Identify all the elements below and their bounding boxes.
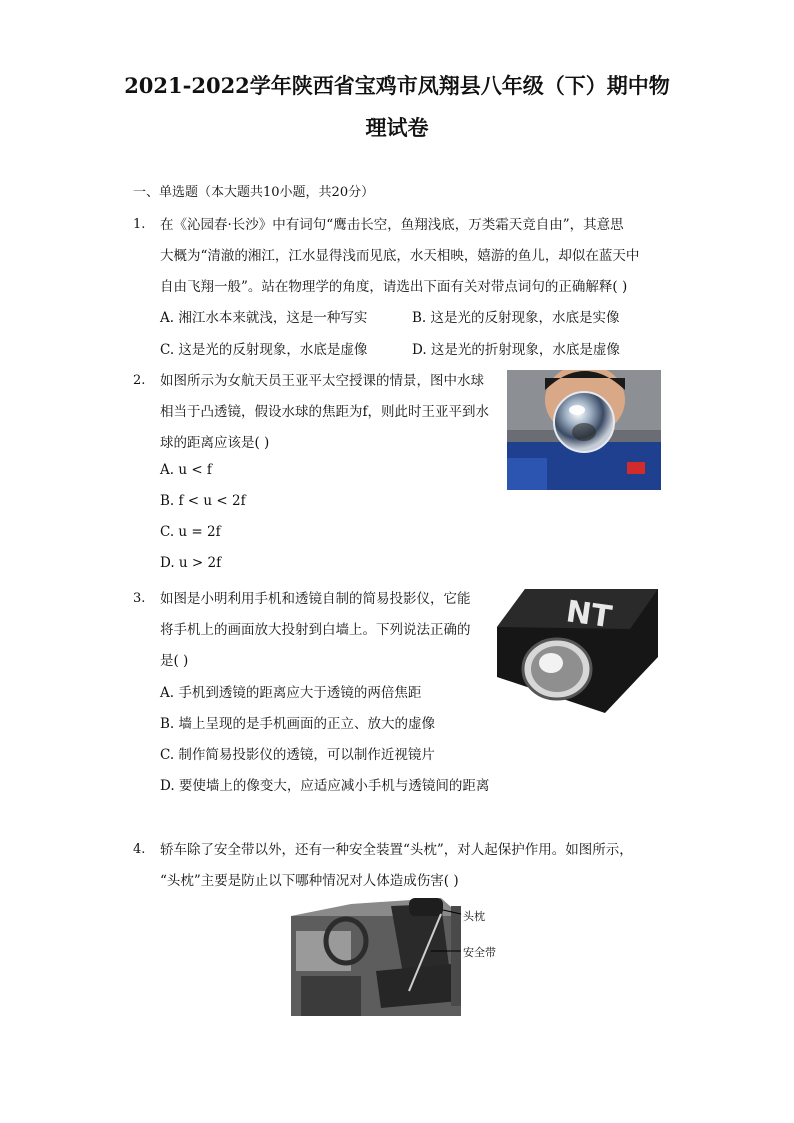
- question-text-line: 将手机上的画面放大投射到白墙上。下列说法正确的: [160, 622, 471, 638]
- option-a[interactable]: A. 手机到透镜的距离应大于透镜的两倍焦距: [160, 685, 422, 701]
- question-number: 4.: [133, 842, 146, 857]
- question-number: 2.: [133, 373, 146, 388]
- option-d[interactable]: D. u > 2f: [160, 555, 222, 571]
- page-title-line1: 2021-2022学年陕西省宝鸡市凤翔县八年级（下）期中物: [124, 73, 670, 98]
- option-b[interactable]: B. 墙上呈现的是手机画面的正立、放大的虚像: [160, 716, 436, 732]
- question-text-line: “头枕”主要是防止以下哪种情况对人体造成伤害( ): [160, 873, 459, 889]
- question-text-line: 如图所示为女航天员王亚平太空授课的情景，图中水球: [160, 373, 484, 389]
- option-d[interactable]: D. 这是光的折射现象，水底是虚像: [412, 342, 620, 358]
- question-number: 3.: [133, 591, 146, 606]
- seatbelt-label: 安全带: [463, 946, 496, 959]
- question-text-line: 轿车除了安全带以外，还有一种安全装置“头枕”，对人起保护作用。如图所示，: [160, 842, 633, 858]
- option-c[interactable]: C. 这是光的反射现象，水底是虚像: [160, 342, 368, 358]
- section-heading: 一、单选题（本大题共10小题，共20分）: [133, 185, 375, 200]
- headrest-label: 头枕: [463, 910, 485, 923]
- question-text-line: 相当于凸透镜，假设水球的焦距为f，则此时王亚平到水: [160, 404, 489, 420]
- question-text-line: 是( ): [160, 653, 189, 669]
- option-a[interactable]: A. 湘江水本来就浅，这是一种写实: [160, 310, 368, 326]
- option-c[interactable]: C. u = 2f: [160, 524, 221, 540]
- projector-box-text: NT: [563, 594, 614, 636]
- option-a[interactable]: A. u < f: [160, 462, 212, 478]
- question-text-line: 大概为“清澈的湘江，江水显得浅而见底，水天相映，嬉游的鱼儿，却似在蓝天中: [160, 248, 640, 264]
- question-text-line: 在《沁园春·长沙》中有词句“鹰击长空，鱼翔浅底，万类霜天竞自由”，其意思: [160, 217, 624, 233]
- question-number: 1.: [133, 217, 146, 232]
- question-text-line: 如图是小明利用手机和透镜自制的简易投影仪，它能: [160, 591, 471, 607]
- option-d[interactable]: D. 要使墙上的像变大，应适应减小手机与透镜间的距离: [160, 778, 490, 794]
- page-title-line2: 理试卷: [365, 115, 429, 140]
- option-b[interactable]: B. 这是光的反射现象，水底是实像: [412, 310, 620, 326]
- option-c[interactable]: C. 制作简易投影仪的透镜，可以制作近视镜片: [160, 747, 435, 763]
- question-text-line: 自由飞翔一般”。站在物理学的角度，请选出下面有关对带点词句的正确解释( ): [160, 279, 628, 295]
- question-text-line: 球的距离应该是( ): [160, 435, 270, 451]
- car-seat-photo: [291, 896, 507, 1016]
- astronaut-photo: [507, 370, 661, 490]
- option-b[interactable]: B. f < u < 2f: [160, 493, 246, 509]
- projector-photo: [495, 587, 660, 715]
